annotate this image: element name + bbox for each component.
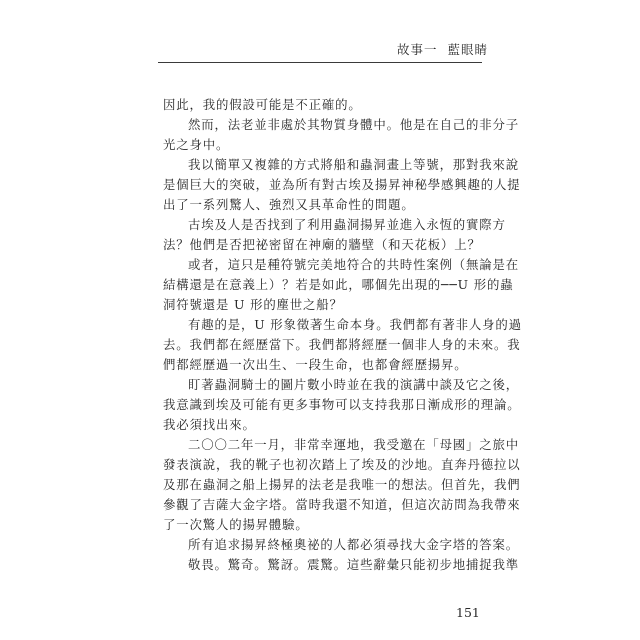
text-line: 二〇〇二年一月，非常幸運地，我受邀在「母國」之旅中 <box>188 437 520 452</box>
text-line: 所有追求揚昇終極奧祕的人都必須尋找大金字塔的答案。 <box>188 537 520 552</box>
text-line: 去。我們都在經歷當下。我們都將經歷一個非人身的未來。我 <box>163 337 521 352</box>
page-number: 151 <box>456 605 480 620</box>
text-line: 盯著蟲洞騎士的圖片數小時並在我的演講中談及它之後， <box>188 377 520 392</box>
text-line: 是個巨大的突破，並為所有對古埃及揚昇神秘學感興趣的人提 <box>163 177 521 192</box>
text-line: 們都經歷過一次出生、一段生命，也都會經歷揚昇。 <box>163 357 468 372</box>
text-line: 或者，這只是種符號完美地符合的共時性案例（無論是在 <box>188 257 520 272</box>
text-line: 古埃及人是否找到了利用蟲洞揚昇並進入永恆的實際方 <box>188 217 506 232</box>
text-line: 參觀了吉薩大金字塔。當時我還不知道，但這次訪問為我帶來 <box>163 497 521 512</box>
text-line: 洞符號還是 U 形的塵世之船？ <box>163 297 343 312</box>
running-header <box>397 40 488 58</box>
text-line: 結構還是在意義上）？若是如此，哪個先出現的──U 形的蟲 <box>163 277 514 292</box>
text-line: 法？他們是否把祕密留在神廟的牆壁（和天花板）上？ <box>163 237 481 252</box>
text-line: 然而，法老並非處於其物質身體中。他是在自己的非分子 <box>188 117 520 132</box>
text-line: 光之身中。 <box>163 137 230 152</box>
text-line: 了一次驚人的揚昇體驗。 <box>163 517 309 532</box>
chapter-label: 故事一 <box>396 42 438 57</box>
text-line: 我意識到埃及可能有更多事物可以支持我那日漸成形的理論。 <box>163 397 521 412</box>
chapter-title: 藍眼睛 <box>447 42 488 57</box>
header-rule <box>158 62 482 63</box>
text-line: 我以簡單又複雜的方式將船和蟲洞畫上等號，那對我來說 <box>188 157 520 172</box>
text-line: 我必須找出來。 <box>163 417 256 432</box>
body-text <box>163 95 522 575</box>
text-line: 出了一系列驚人、強烈又具革命性的問題。 <box>163 197 415 212</box>
text-line: 及那在蟲洞之船上揚昇的法老是我唯一的想法。但首先，我們 <box>163 477 521 492</box>
text-line: 敬畏。驚奇。驚訝。震驚。這些辭彙只能初步地捕捉我準 <box>188 557 520 572</box>
text-line: 發表演說，我的靴子也初次踏上了埃及的沙地。直奔丹德拉以 <box>163 457 521 472</box>
text-line: 因此，我的假設可能是不正確的。 <box>163 97 362 112</box>
text-line: 有趣的是，U 形象徵著生命本身。我們都有著非人身的過 <box>188 317 522 332</box>
